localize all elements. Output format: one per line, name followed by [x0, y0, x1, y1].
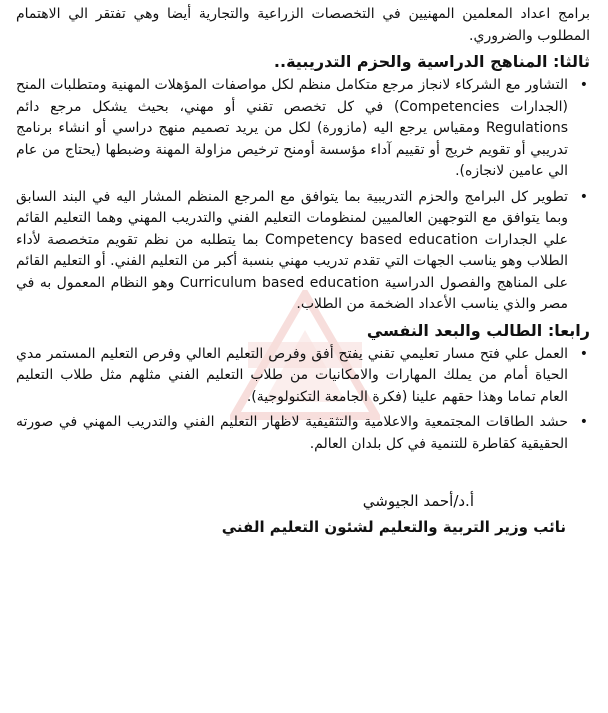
list-item-text: حشد الطاقات المجتمعية والاعلامية والتثقيفية لاظهار التعليم الفني والتدريب المهني في صورته الحقيقية كقاطرة للتنمية في كل بلدان العالم. — [16, 414, 568, 452]
list-item-text: العمل علي فتح مسار تعليمي تقني يفتح أفق وفرص التعليم العالي وفرص التعليم المستمر مدي الحياة أمام من يملك المهارات والامكانيات من طلاب التعليم الفني مثلهم مثل طلاب التعليم العام تماما وهذا حقهم علينا (فكرة الجامعة التكنولوجية). — [16, 345, 568, 405]
signature-name: أ.د/أحمد الجيوشي — [362, 492, 474, 510]
section4-heading: رابعا: الطالب والبعد النفسي — [366, 320, 590, 340]
section3-list — [16, 75, 590, 316]
list-item — [16, 344, 590, 409]
list-item-text: التشاور مع الشركاء لانجاز مرجع متكامل منظم لكل مواصفات المؤهلات المهنية ومتطلبات المنح (الجدارات Competencies) في كل تخصص تقني أو مهني، بحيث يشكل مرجع دائم Regulations ومقياس يرجع اليه (مازورة) لكل من يريد تصميم منهج دراسي أو انشاء برنامج تدريبي أو تقويم خريج أو تقييم آداء مؤسسة أومنح ترخيص مزاولة المهنة وضبطها (يحتاج من عام الي عامين لانجازه). — [16, 77, 568, 179]
list-item — [16, 412, 590, 455]
list-item-text: تطوير كل البرامج والحزم التدريبية بما يتوافق مع المرجع المنظم المشار اليه في البند السابق وبما يتوافق مع التوجهين العالميين لمنظومات التعليم الفني والتدريب المهني وهما التعليم القائم علي الجدارات Competency based education بما يتطلبه من نظم تقويم متخصصة لأداء الطلاب وهو يناسب الجهات التي تقدم تدريب مهني بنسبة أكبر من التعليم الفني. أو التعليم القائم على المناهج والفصول الدراسية Curriculum based education وهو النظام المعمول به في مصر والذي يناسب الأعداد الضخمة من الطلاب. — [16, 188, 568, 312]
bullet-icon: • — [579, 414, 588, 430]
bullet-icon: • — [579, 345, 588, 362]
intro-paragraph: برامج اعداد المعلمين المهنيين في التخصصات الزراعية والتجارية أيضا وهي تفتقر الي الاهتمام المطلوب والضروري. — [16, 6, 590, 44]
bullet-icon: • — [579, 77, 588, 93]
signature-title: نائب وزير التربية والتعليم لشئون التعليم الفني — [221, 518, 566, 536]
section3-heading: ثالثا: المناهج الدراسية والحزم التدريبية.. — [273, 52, 590, 71]
list-item — [16, 75, 590, 183]
list-item — [16, 187, 590, 316]
section4-list — [16, 344, 590, 456]
bullet-icon: • — [579, 188, 588, 205]
